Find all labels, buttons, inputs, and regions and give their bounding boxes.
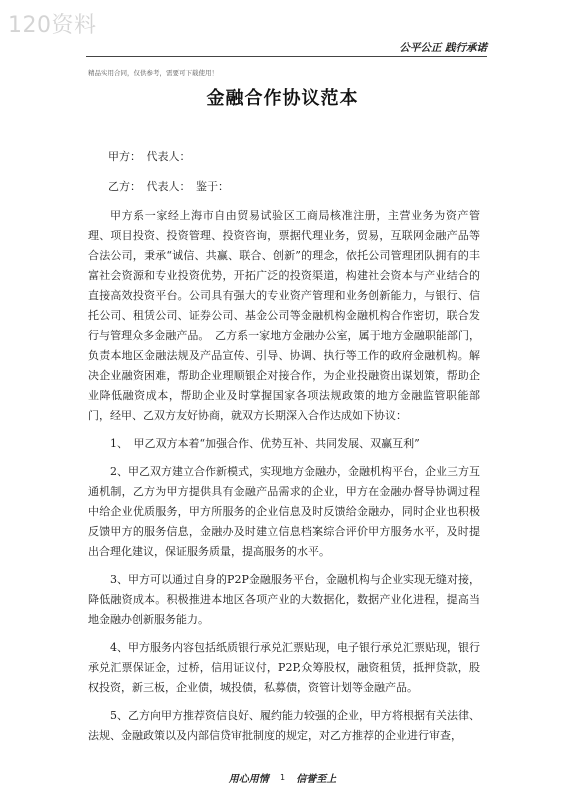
header-divider — [86, 56, 487, 57]
clause-3: 3、甲方可以通过自身的P2P金融服务平台，金融机构与企业实现无缝对接，降低融资成本。积极推进本地区各项产业的大数据化，数据产业化进程，提高当地金融办创新服务能力。 — [88, 573, 480, 626]
paragraph-preamble: 甲方系一家经上海市自由贸易试验区工商局核准注册，主营业务为资产管理、项目投资、投资管理、投资咨询，票据代理业务，贸易，互联网金融产品等合法公司，秉承“诚信、共赢、联合、创新”的理念，依托公司管理团队拥有的丰富社会资源和专业投资优势，开拓广泛的投资渠道，构建社会资本与产业结合的直接高效投资平台。公司具有强大的专业资产管理和业务创新能力，与银行、信托公司、租赁公司、证券公司、基金公司等金融机构金融机构合作密切，联合发行与管理众多金融产品。 乙方系一家地方金融办公室，属于地方金融职能部门，负责本地区金融法规及产品宣传、引导、协调、执行等工作的政府金融机构。解决企业融资困难，帮助企业理顺银企对接合作，为企业投融资出谋划策，帮助企业降低融资成本，帮助企业及时掌握国家各项法规政策的地方金融监管职能部门，经甲、乙双方友好协商，就双方长期深入合作达成如下协议： — [88, 209, 480, 422]
clause-1: 1、 甲乙双方本着“加强合作、优势互补、共同发展、双赢互利” — [110, 437, 420, 450]
document-title: 金融合作协议范本 — [206, 88, 359, 109]
clause-4: 4、甲方服务内容包括纸质银行承兑汇票贴现，电子银行承兑汇票贴现，银行承兑汇票保证金，过桥，信用证议付，P2P,众筹股权，融资租赁，抵押贷款，股权投资，新三板，企业债，城投债，私募债，资管计划等金融产品。 — [88, 641, 480, 694]
header-disclaimer: 精品实用合同，仅供参考，需要可下载使用！ — [88, 69, 218, 77]
page-number: 1 — [279, 773, 286, 782]
party-a-line: 甲方： 代表人： — [108, 150, 191, 163]
page-footer — [0, 770, 565, 785]
clause-2: 2、甲乙双方建立合作新模式，实现地方金融办，金融机构平台，企业三方互通机制，乙方为甲方提供具有金融产品需求的企业，甲方在金融办督导协调过程中给企业优质服务，甲方所服务的企业信息及时反馈给金融办，同时企业也积极反馈甲方的服务信息，金融办及时建立信息档案综合评价甲方服务水平，及时提出合理化建议，保证服务质量，提高服务的水平。 — [88, 465, 480, 558]
footer-slogan-right: 信誉至上 — [296, 774, 337, 785]
document-body — [88, 206, 480, 754]
footer-slogan-left: 用心用情 — [228, 774, 269, 785]
header-slogan: 公平公正 践行承诺 — [399, 42, 487, 54]
clause-5: 5、乙方向甲方推荐资信良好、履约能力较强的企业，甲方将根据有关法律、法规、金融政策以及内部信贷审批制度的规定，对乙方推荐的企业进行审查， — [88, 709, 480, 742]
watermark-logo: 120资料 — [8, 13, 97, 38]
party-b-line: 乙方： 代表人： 鉴于： — [108, 180, 229, 193]
